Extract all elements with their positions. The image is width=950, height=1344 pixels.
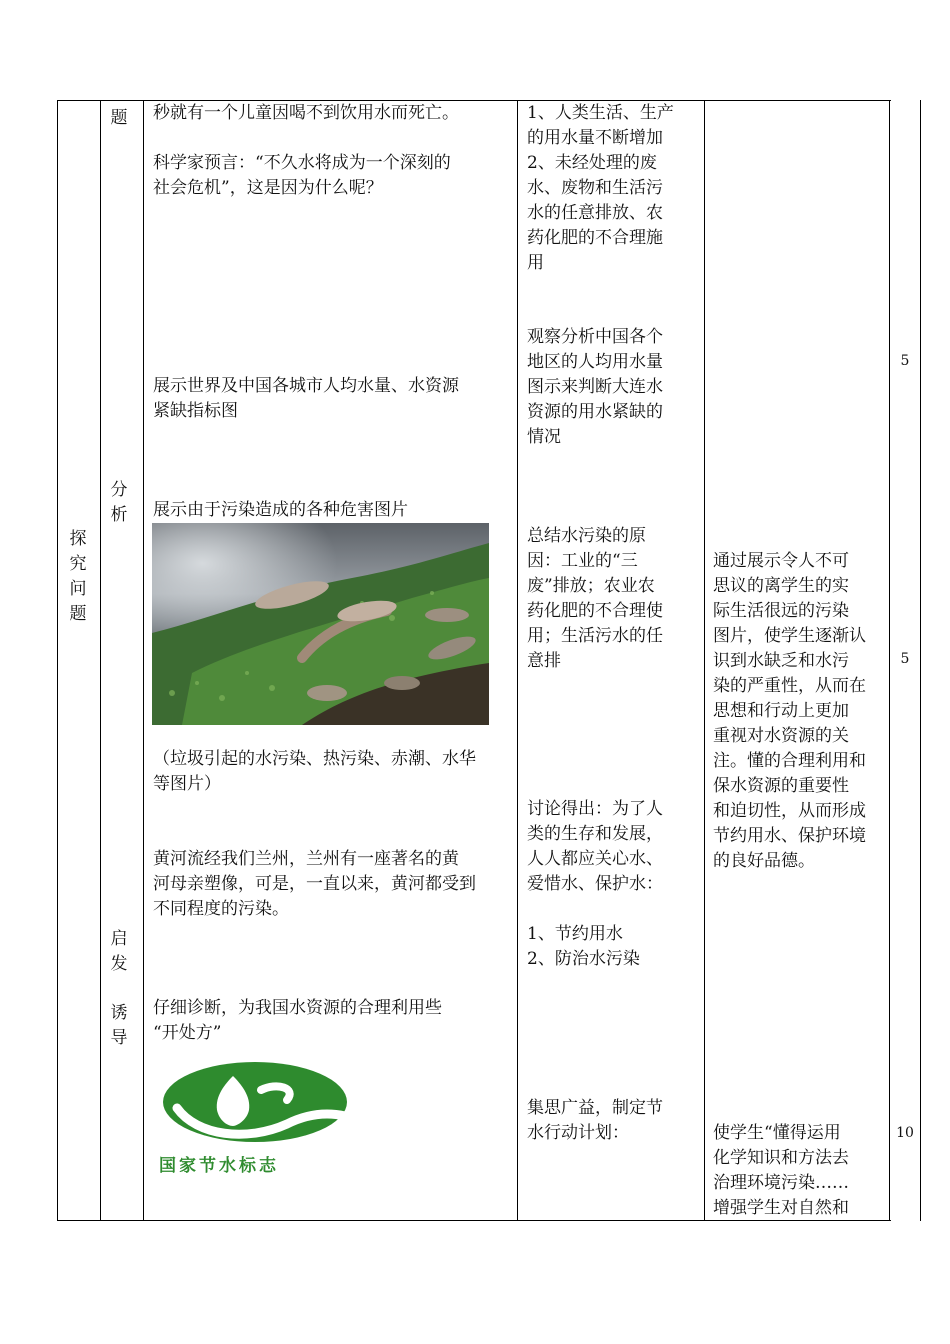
text-line: 资源的用水紧缺的 (527, 402, 663, 422)
text-line: 因：工业的“三 (527, 551, 638, 571)
minutes-value: 5 (900, 651, 910, 667)
text-line: 黄河流经我们兰州，兰州有一座著名的黄 (153, 849, 459, 869)
col-border-4 (704, 100, 705, 1221)
text-line: 总结水污染的原 (527, 526, 646, 546)
text-line: 保水资源的重要性 (713, 776, 849, 796)
text-line: 地区的人均用水量 (527, 352, 663, 372)
stage-char: 探 (69, 529, 87, 549)
text-line: 使学生“懂得运用 (713, 1123, 841, 1143)
text-line: 际生活很远的污染 (713, 601, 849, 621)
text-line: 类的生存和发展， (527, 824, 663, 844)
text-line: 药化肥的不合理使 (527, 601, 663, 621)
text-line: 观察分析中国各个 (527, 327, 663, 347)
text-line: 水的任意排放、农 (527, 203, 663, 223)
text-line: 1、人类生活、生产 (527, 103, 674, 123)
minutes-value: 10 (896, 1125, 914, 1141)
text-line: “开处方” (153, 1023, 222, 1043)
water-saving-logo (157, 1058, 357, 1176)
step-char: 析 (110, 505, 128, 525)
step-char: 题 (110, 108, 128, 128)
step-char: 诱 (110, 1003, 128, 1023)
text-line: 水、废物和生活污 (527, 178, 663, 198)
text-line: 废”排放；农业农 (527, 576, 655, 596)
stage-char: 究 (69, 554, 87, 574)
text-line: 用；生活污水的任 (527, 626, 663, 646)
text-line: 和迫切性，从而形成 (713, 801, 866, 821)
text-line: 讨论得出：为了人 (527, 799, 663, 819)
text-line: 识到水缺乏和水污 (713, 651, 849, 671)
text-line: 集思广益，制定节 (527, 1098, 663, 1118)
text-line: 用 (527, 253, 544, 273)
text-line: 爱惜水、保护水： (527, 874, 663, 894)
text-line: 图示来判断大连水 (527, 377, 663, 397)
text-line: 情况 (527, 427, 561, 447)
text-line: 的用水量不断增加 (527, 128, 663, 148)
stage-char: 题 (69, 604, 87, 624)
step-char: 导 (110, 1028, 128, 1048)
text-line: （垃圾引起的水污染、热污染、赤潮、水华 (153, 749, 476, 769)
col-border-2 (143, 100, 144, 1221)
text-line: 注。懂的合理利用和 (713, 751, 866, 771)
text-line: 河母亲塑像，可是，一直以来，黄河都受到 (153, 874, 476, 894)
col-border-6 (920, 100, 921, 1221)
text-line: 通过展示令人不可 (713, 551, 849, 571)
text-line: 展示世界及中国各城市人均水量、水资源 (153, 376, 459, 396)
stage-char: 问 (69, 579, 87, 599)
dead-fish-shore-image (152, 523, 489, 725)
col-border-3 (517, 100, 518, 1221)
text-line: 化学知识和方法去 (713, 1148, 849, 1168)
text-line: 科学家预言：“不久水将成为一个深刻的 (153, 153, 451, 173)
text-line: 染的严重性，从而在 (713, 676, 866, 696)
text-line: 社会危机”，这是因为什么呢？ (153, 178, 383, 198)
text-line: 思想和行动上更加 (713, 701, 849, 721)
text-line: 不同程度的污染。 (153, 899, 289, 919)
text-line: 2、未经处理的废 (527, 153, 657, 173)
text-line: 重视对水资源的关 (713, 726, 849, 746)
text-line: 增强学生对自然和 (713, 1198, 849, 1218)
text-line: 意排 (527, 651, 561, 671)
text-line: 仔细诊断，为我国水资源的合理利用些 (153, 998, 442, 1018)
col-border-0 (57, 100, 58, 1221)
text-line: 展示由于污染造成的各种危害图片 (153, 500, 408, 520)
text-line: 秒就有一个儿童因喝不到饮用水而死亡。 (153, 103, 459, 123)
text-line: 药化肥的不合理施 (527, 228, 663, 248)
text-line: 水行动计划： (527, 1123, 629, 1143)
text-line: 图片，使学生逐渐认 (713, 626, 866, 646)
text-line: 的良好品德。 (713, 851, 815, 871)
text-line: 节约用水、保护环境 (713, 826, 866, 846)
text-line: 2、防治水污染 (527, 949, 640, 969)
col-border-1 (100, 100, 101, 1221)
logo-caption: 国家节水标志 (159, 1156, 279, 1176)
minutes-value: 5 (900, 353, 910, 369)
text-line: 紧缺指标图 (153, 401, 238, 421)
text-line: 1、节约用水 (527, 924, 623, 944)
pollution-photo (152, 523, 489, 725)
text-line: 人人都应关心水、 (527, 849, 663, 869)
step-char: 发 (110, 954, 128, 974)
text-line: 治理环境污染…… (713, 1173, 849, 1193)
text-line: 等图片） (153, 774, 221, 794)
step-char: 分 (110, 480, 128, 500)
step-char: 启 (110, 929, 128, 949)
text-line: 思议的离学生的实 (713, 576, 849, 596)
